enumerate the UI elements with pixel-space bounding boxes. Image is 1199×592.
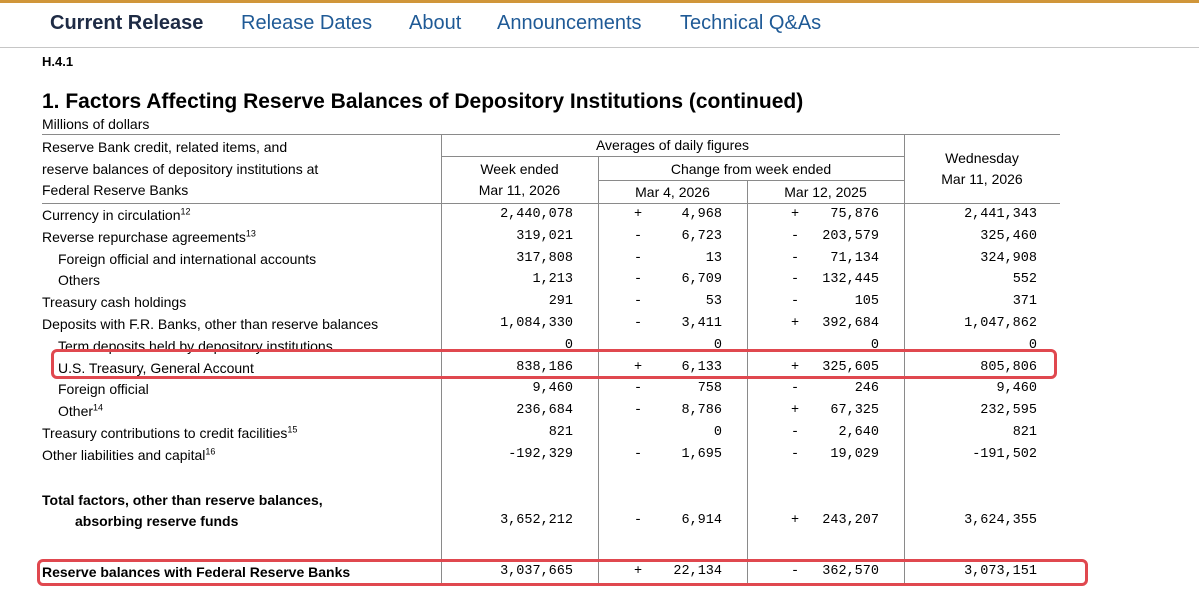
change-value-1: 758 (697, 381, 722, 396)
change-sign-2: + (790, 207, 800, 222)
wednesday-header: Wednesday (945, 150, 1019, 166)
change-sign-2: + (790, 316, 800, 331)
row-label-text: Term deposits held by depository institutions (58, 338, 333, 354)
change-sign-1: + (633, 207, 643, 222)
wednesday-value: 0 (1028, 338, 1037, 353)
change-value-2: 203,579 (822, 229, 879, 244)
change-value-2: 0 (870, 338, 879, 353)
week-value: 291 (548, 294, 573, 309)
stub-header-line-2: reserve balances of depository institutions at (42, 161, 319, 177)
release-nav (0, 3, 1199, 48)
change-value-2: 325,605 (822, 360, 879, 375)
row-label-text: Foreign official and international accounts (58, 251, 317, 267)
change-value-2: 392,684 (822, 316, 879, 331)
averages-rule (441, 156, 904, 157)
change-value-2: 246 (854, 381, 879, 396)
footnote-ref[interactable]: 14 (93, 402, 104, 413)
change-value-2: 75,876 (830, 207, 879, 222)
week-value: 236,684 (516, 403, 573, 418)
reserve-sign-1: + (633, 564, 643, 579)
row-label (58, 248, 316, 270)
total-wed-value: 3,624,355 (964, 513, 1037, 528)
change-col-1-header: Mar 4, 2026 (635, 184, 710, 200)
change-sign-1: - (633, 316, 643, 331)
stub-header-line-1: Reserve Bank credit, related items, and (42, 139, 288, 155)
change-sign-1: - (633, 272, 643, 287)
footnote-ref[interactable]: 12 (180, 206, 191, 217)
row-label-text: Currency in circulation (42, 207, 181, 223)
change-sign-2: - (790, 251, 800, 266)
row-label-text: Treasury contributions to credit facilities (42, 425, 288, 441)
total-sign-1: - (633, 513, 643, 528)
change-sign-2: - (790, 447, 800, 462)
row-label (42, 444, 215, 466)
reserve-sign-2: - (790, 564, 800, 579)
week-ended-header: Week ended (480, 161, 559, 177)
change-value-2: 71,134 (830, 251, 879, 266)
change-value-2: 132,445 (822, 272, 879, 287)
nav-announcements[interactable]: Announcements (497, 12, 642, 34)
reserve-wed-value: 3,073,151 (964, 564, 1037, 579)
week-value: 9,460 (532, 381, 573, 396)
change-from-header: Change from week ended (670, 161, 832, 177)
row-label-text: Deposits with F.R. Banks, other than reserve balances (42, 316, 379, 332)
row-label (42, 204, 191, 226)
wednesday-value: 2,441,343 (964, 207, 1037, 222)
highlight-reserve-balances (37, 559, 1088, 586)
change-sign-2: + (790, 360, 800, 375)
change-value-1: 3,411 (681, 316, 722, 331)
change-sign-2: - (790, 425, 800, 440)
change-sign-2: + (790, 403, 800, 418)
week-value: -192,329 (508, 447, 573, 462)
wednesday-value: 821 (1012, 425, 1037, 440)
change-value-1: 8,786 (681, 403, 722, 418)
change-sign-1: - (633, 447, 643, 462)
change-value-1: 13 (705, 251, 722, 266)
nav-current-release[interactable]: Current Release (50, 12, 204, 34)
change-sign-2: - (790, 229, 800, 244)
change-sign-2: - (790, 381, 800, 396)
footnote-ref[interactable]: 16 (205, 446, 216, 457)
total-change-2: 243,207 (822, 513, 879, 528)
wednesday-value: 552 (1012, 272, 1037, 287)
change-value-2: 105 (854, 294, 879, 309)
change-value-2: 19,029 (830, 447, 879, 462)
week-value: 1,084,330 (500, 316, 573, 331)
row-label (42, 313, 378, 335)
row-label (42, 422, 297, 444)
change-value-1: 6,133 (681, 360, 722, 375)
week-value: 838,186 (516, 360, 573, 375)
change-value-2: 2,640 (838, 425, 879, 440)
wednesday-value: 325,460 (980, 229, 1037, 244)
week-value: 2,440,078 (500, 207, 573, 222)
change-sign-1: - (633, 381, 643, 396)
wednesday-value: 1,047,862 (964, 316, 1037, 331)
total-week-value: 3,652,212 (500, 513, 573, 528)
total-change-1: 6,914 (681, 513, 722, 528)
change-value-2: 67,325 (830, 403, 879, 418)
highlight-general-account (51, 349, 1057, 379)
reserve-week-value: 3,037,665 (500, 564, 573, 579)
change-sign-2: - (790, 272, 800, 287)
wednesday-date: Mar 11, 2026 (941, 171, 1023, 187)
row-label (58, 378, 149, 400)
change-value-1: 6,709 (681, 272, 722, 287)
reserve-balances-label: Reserve balances with Federal Reserve Banks (42, 564, 351, 580)
wednesday-value: 232,595 (980, 403, 1037, 418)
change-sign-2: - (790, 294, 800, 309)
week-value: 317,808 (516, 251, 573, 266)
reserve-change-2: 362,570 (822, 564, 879, 579)
row-label (42, 226, 256, 248)
table-title: 1. Factors Affecting Reserve Balances of Depository Institutions (continued) (42, 90, 804, 113)
total-label-line-2: absorbing reserve funds (75, 513, 239, 529)
change-value-1: 0 (713, 338, 722, 353)
averages-header: Averages of daily figures (595, 137, 750, 153)
week-ended-date: Mar 11, 2026 (478, 182, 561, 198)
week-value: 821 (548, 425, 573, 440)
total-sign-2: + (790, 513, 800, 528)
change-value-1: 6,723 (681, 229, 722, 244)
week-value: 319,021 (516, 229, 573, 244)
row-label-text: Other liabilities and capital (42, 447, 206, 463)
change-sign-1: + (633, 360, 643, 375)
table-top-rule (42, 134, 1060, 135)
stub-header-line-3: Federal Reserve Banks (42, 182, 189, 198)
row-label (58, 269, 100, 291)
wednesday-value: 371 (1012, 294, 1037, 309)
change-value-1: 0 (713, 425, 722, 440)
nav-technical-qas[interactable]: Technical Q&As (680, 12, 822, 34)
change-sign-1: - (633, 229, 643, 244)
wednesday-value: 324,908 (980, 251, 1037, 266)
reserve-change-1: 22,134 (673, 564, 722, 579)
wednesday-value: 805,806 (980, 360, 1037, 375)
release-id: H.4.1 (42, 54, 74, 69)
row-label-text: Foreign official (58, 381, 149, 397)
units-note: Millions of dollars (42, 116, 150, 132)
week-value: 0 (564, 338, 573, 353)
change-value-1: 1,695 (681, 447, 722, 462)
row-label-text: Treasury cash holdings (42, 294, 187, 310)
footnote-ref[interactable]: 15 (287, 424, 298, 435)
total-label-line-1: Total factors, other than reserve balances, (42, 492, 323, 508)
change-rule (598, 180, 904, 181)
wednesday-value: -191,502 (972, 447, 1037, 462)
change-value-1: 4,968 (681, 207, 722, 222)
nav-about[interactable]: About (409, 12, 462, 34)
change-sign-1: - (633, 251, 643, 266)
row-label (58, 400, 103, 422)
change-sign-1: - (633, 294, 643, 309)
row-label-text: Reverse repurchase agreements (42, 229, 246, 245)
nav-release-dates[interactable]: Release Dates (241, 12, 373, 34)
row-label (42, 291, 186, 313)
row-label-text: Other (58, 403, 94, 419)
change-value-1: 53 (705, 294, 722, 309)
row-label-text: Others (58, 272, 101, 288)
row-label-text: U.S. Treasury, General Account (58, 360, 254, 376)
week-value: 1,213 (532, 272, 573, 287)
wednesday-value: 9,460 (996, 381, 1037, 396)
change-col-2-header: Mar 12, 2025 (784, 184, 867, 200)
change-sign-1: - (633, 403, 643, 418)
footnote-ref[interactable]: 13 (245, 228, 256, 239)
